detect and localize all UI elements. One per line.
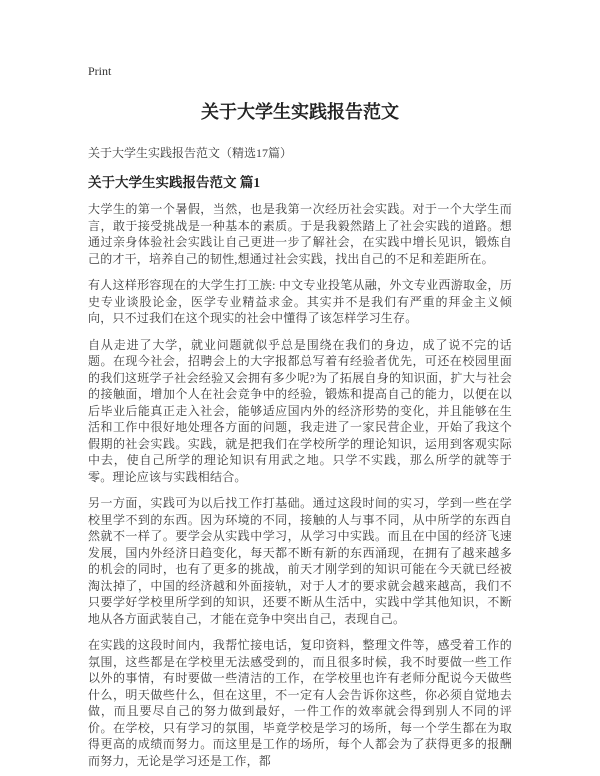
print-button[interactable]: Print: [88, 64, 112, 78]
doc-subtitle: 关于大学生实践报告范文（精选17篇）: [88, 145, 293, 160]
paragraph: 自从走进了大学，就业问题就似乎总是围绕在我们的身边，成了说不完的话题。在现今社会，招聘会上的大字报都总写着有经验者优先，可还在校园里面的我们这班学子社会经验又会拥有多少呢?为了拓展自身的知识面，扩大与社会的接触面，增加个人在社会竞争中的经验，锻炼和提高自己的能力，以便在以后毕业后能真正走入社会，能够适应国内外的经济形势的变化，并且能够在生活和工作中很好地处理各方面的问题，我走进了一家民营企业，开始了我这个假期的社会实践。实践，就是把我们在学校所学的理论知识，运用到客观实际中去，使自己所学的理论知识有用武之地。只学不实践，那么所学的就等于零。理论应该与实践相结合。: [88, 337, 512, 484]
article-body: [88, 201, 512, 769]
paragraph: 大学生的第一个暑假，当然，也是我第一次经历社会实践。对于一个大学生而言，敢于接受挑战是一种基本的素质。于是我毅然踏上了社会实践的道路。想通过亲身体验社会实践让自己更进一步了解社会，在实践中增长见识，锻炼自己的才干，培养自己的韧性,想通过社会实践，找出自己的不足和差距所在。: [88, 202, 512, 266]
section-heading: 关于大学生实践报告范文 篇1: [88, 174, 261, 190]
paragraph: 另一方面，实践可为以后找工作打基础。通过这段时间的实习，学到一些在学校里学不到的东西。因为环境的不同，接触的人与事不同，从中所学的东西自然就不一样了。要学会从实践中学习，从学习中实践。而且在中国的经济飞速发展，国内外经济日趋变化，每天都不断有新的东西涌现，在拥有了越来越多的机会的同时，也有了更多的挑战，前天才刚学到的知识可能在今天就已经被淘汰掉了，中国的经济越和外面接轨，对于人才的要求就会越来越高，我们不只要学好学校里所学到的知识，还要不断从生活中，实践中学其他知识，不断地从各方面武装自己，才能在竞争中突出自己，表现自己。: [88, 496, 512, 626]
paragraph: 有人这样形容现在的大学生打工族: 中文专业投笔从融，外文专业西游取金，历史专业谈股论金，医学专业精益求金。其实并不是我们有严重的拜金主义倾向，只不过我们在这个现实的社会中懂得了该怎样学习生存。: [88, 278, 512, 326]
page-title: 关于大学生实践报告范文: [201, 102, 399, 122]
paragraph: 在实践的这段时间内，我帮忙接电话，复印资料，整理文件等，感受着工作的氛围，这些都是在学校里无法感受到的，而且很多时候，我不时要做一些工作以外的事情，有时要做一些清洁的工作，在学校里也许有老师分配说今天做些什么，明天做些什么，但在这里，不一定有人会告诉你这些，你必须自觉地去做，而且要尽自己的努力做到最好，一件工作的效率就会得到别人不同的评价。在学校，只有学习的氛围，毕竟学校是学习的场所，每一个学生都在为取得更高的成绩而努力。而这里是工作的场所，每个人都会为了获得更多的报酬而努力，无论是学习还是工作，都: [88, 638, 512, 768]
